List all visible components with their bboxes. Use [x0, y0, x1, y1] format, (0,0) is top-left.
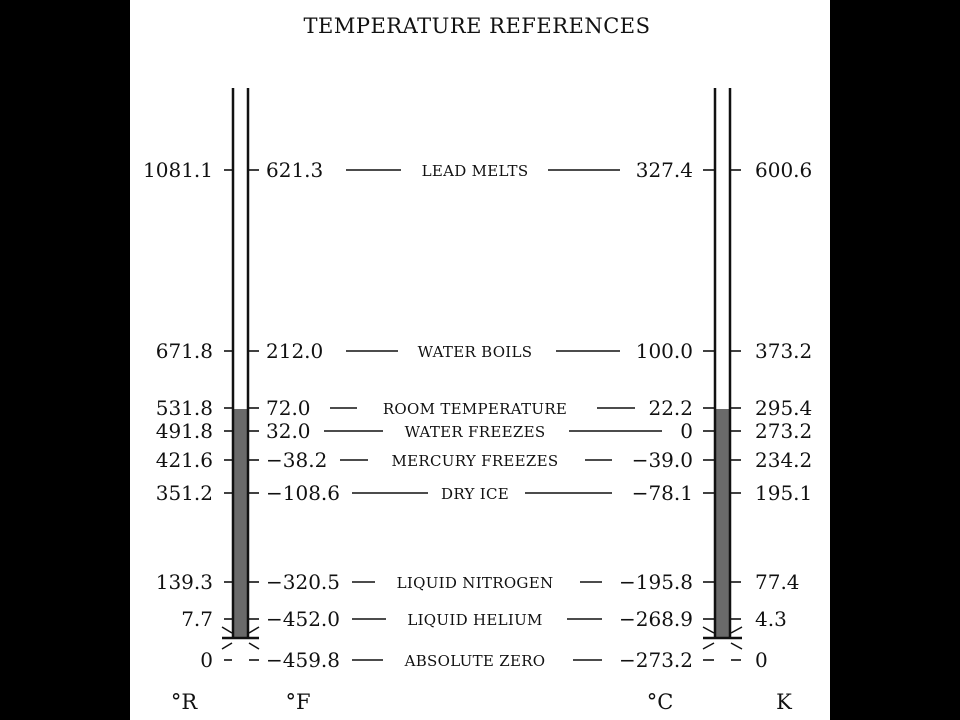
fahrenheit-value: 32.0 — [266, 419, 311, 443]
fahrenheit-value: 72.0 — [266, 396, 311, 420]
celsius-value: −273.2 — [618, 648, 693, 672]
celsius-value: −268.9 — [618, 607, 693, 631]
celsius-value: −39.0 — [631, 448, 693, 472]
unit-label-kelvin: K — [776, 690, 792, 714]
kelvin-value: 77.4 — [755, 570, 800, 594]
fahrenheit-value: −459.8 — [266, 648, 341, 672]
rankine-value: 139.3 — [155, 570, 213, 594]
fahrenheit-value: −452.0 — [266, 607, 341, 631]
kelvin-value: 273.2 — [755, 419, 813, 443]
fahrenheit-value: 212.0 — [266, 339, 324, 363]
rankine-value: 7.7 — [181, 607, 213, 631]
unit-labels — [171, 690, 792, 714]
reference-row — [200, 648, 767, 672]
kelvin-value: 234.2 — [755, 448, 813, 472]
reference-label: WATER FREEZES — [404, 423, 546, 441]
celsius-value: 327.4 — [635, 158, 693, 182]
right-mercury-column — [715, 409, 730, 638]
reference-label: LIQUID NITROGEN — [396, 574, 554, 592]
celsius-value: 100.0 — [635, 339, 693, 363]
unit-label-celsius: °C — [646, 690, 674, 714]
rankine-value: 1081.1 — [143, 158, 213, 182]
celsius-value: 0 — [680, 419, 693, 443]
rankine-value: 0 — [200, 648, 213, 672]
rankine-value: 421.6 — [155, 448, 213, 472]
rankine-value: 351.2 — [155, 481, 213, 505]
reference-label: LEAD MELTS — [421, 162, 529, 180]
unit-label-rankine: °R — [170, 690, 198, 714]
kelvin-value: 195.1 — [755, 481, 813, 505]
fahrenheit-value: 621.3 — [266, 158, 324, 182]
reference-label: ROOM TEMPERATURE — [382, 400, 568, 418]
reference-label: MERCURY FREEZES — [391, 452, 559, 470]
reference-row — [181, 607, 787, 631]
left-mercury-column — [233, 409, 248, 638]
right-thermometer — [703, 88, 742, 649]
reference-label: ABSOLUTE ZERO — [404, 652, 546, 670]
fahrenheit-value: −108.6 — [266, 481, 341, 505]
reference-row — [143, 158, 812, 182]
celsius-value: −195.8 — [618, 570, 693, 594]
unit-label-fahrenheit: °F — [285, 690, 311, 714]
kelvin-value: 373.2 — [755, 339, 813, 363]
kelvin-value: 295.4 — [755, 396, 813, 420]
celsius-value: 22.2 — [648, 396, 693, 420]
rankine-value: 671.8 — [155, 339, 213, 363]
reference-row — [156, 570, 800, 594]
reference-label: DRY ICE — [441, 485, 509, 503]
reference-label: WATER BOILS — [417, 343, 533, 361]
rankine-value: 531.8 — [155, 396, 213, 420]
fahrenheit-value: −38.2 — [266, 448, 328, 472]
kelvin-value: 4.3 — [755, 607, 787, 631]
kelvin-value: 600.6 — [755, 158, 813, 182]
reference-label: LIQUID HELIUM — [407, 611, 543, 629]
diagram-title: TEMPERATURE REFERENCES — [303, 14, 651, 38]
kelvin-value: 0 — [755, 648, 768, 672]
fahrenheit-value: −320.5 — [266, 570, 341, 594]
left-thermometer — [222, 88, 259, 649]
celsius-value: −78.1 — [631, 481, 693, 505]
rankine-value: 491.8 — [155, 419, 213, 443]
